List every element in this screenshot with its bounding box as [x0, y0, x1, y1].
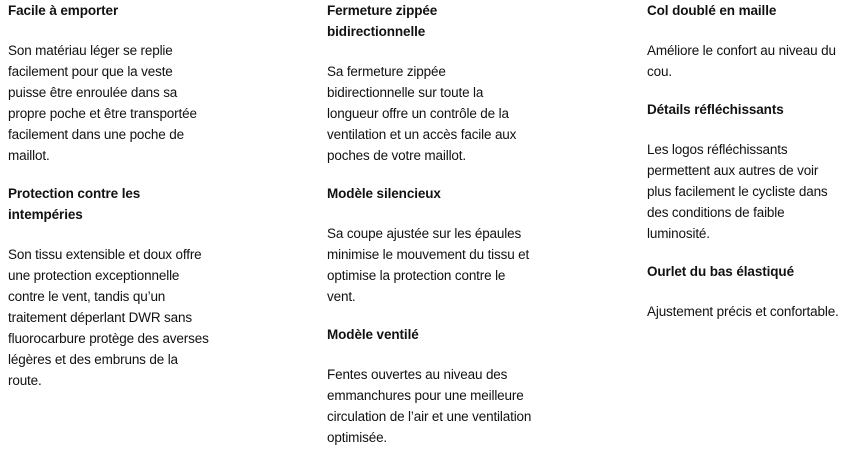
feature-description: Sa coupe ajustée sur les épaules minimise le mouvement du tissu et optimise la protection contre le vent.	[327, 226, 530, 304]
feature-description: Son tissu extensible et doux offre une protection exceptionnelle contre le vent, tandis qu’un traitement déperlant DWR sans fluorocarbure protège des averses légères et des embruns de la route.	[8, 247, 209, 388]
feature-title: Modèle silencieux	[327, 186, 441, 201]
feature-section	[8, 0, 213, 166]
feature-section	[8, 183, 213, 391]
feature-description: Sa fermeture zippée bidirectionnelle sur toute la longueur offre un contrôle de la ventilation et un accès facile aux poches de votre maillot.	[327, 64, 517, 163]
feature-column-1	[8, 0, 213, 408]
feature-column-2	[327, 0, 532, 465]
feature-section	[647, 0, 842, 82]
feature-title: Détails réfléchissants	[647, 102, 784, 117]
feature-description: Améliore le confort au niveau du cou.	[647, 43, 836, 79]
feature-description: Les logos réfléchissants permettent aux autres de voir plus facilement le cycliste dans des conditions de faible luminosité.	[647, 142, 828, 241]
feature-title: Fermeture zippée bidirectionnelle	[327, 3, 438, 39]
feature-section	[327, 183, 532, 307]
feature-description: Son matériau léger se replie facilement pour que la veste puisse être enroulée dans sa propre poche et être transportée facilement dans une poche de maillot.	[8, 43, 197, 163]
feature-title: Col doublé en maille	[647, 3, 777, 18]
feature-section	[327, 324, 532, 448]
feature-section	[647, 99, 842, 244]
feature-description: Ajustement précis et confortable.	[647, 304, 839, 319]
feature-title: Modèle ventilé	[327, 327, 419, 342]
feature-title: Protection contre les intempéries	[8, 186, 141, 222]
feature-column-3	[647, 0, 842, 339]
feature-section	[327, 0, 532, 166]
feature-title: Facile à emporter	[8, 3, 119, 18]
feature-section	[647, 261, 842, 322]
feature-description: Fentes ouvertes au niveau des emmanchures pour une meilleure circulation de l’air et une ventilation optimisée.	[327, 367, 532, 445]
feature-title: Ourlet du bas élastiqué	[647, 264, 794, 279]
